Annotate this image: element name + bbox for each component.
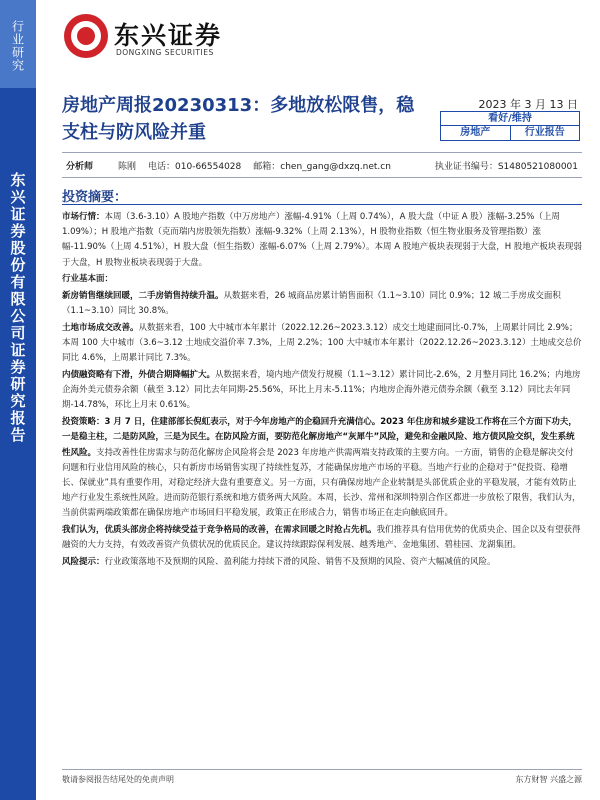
view-text: 我们推荐具有信用优势的优质央企、国企以及有望获得融资的大力支持，有效改善资产负债状况的优质民企。建议持续跟踪保利发展、越秀地产、金地集团、碧桂园、龙湖集团。	[62, 525, 581, 551]
risk-text: 行业政策落地不及预期的风险、盈利能力持续下滑的风险、销售不及预期的风险、资产大幅减值的风险。	[104, 556, 496, 567]
land-label: 土地市场成交改善。	[62, 322, 139, 333]
logo-mark-icon	[64, 14, 108, 58]
footer-divider	[62, 769, 582, 770]
rating-box	[440, 111, 580, 141]
section-divider	[62, 204, 582, 205]
finance-label: 内债融资略有下滑，外债合期降幅扩大。	[62, 370, 216, 381]
logo-name-cn: 东兴证券	[114, 21, 223, 50]
summary-body	[62, 210, 582, 572]
analyst-phone: 电话：010-66554028	[148, 161, 242, 172]
finance-paragraph	[62, 368, 582, 414]
market-paragraph	[62, 210, 582, 271]
report-title: 房地产周报20230313：多地放松限售，稳支柱与防风险并重	[62, 95, 415, 143]
summary-heading: 投资摘要：	[62, 190, 128, 205]
sidebar-category: 行业研究	[10, 20, 25, 72]
sales-paragraph	[62, 289, 582, 319]
strategy-label: 投资策略：	[62, 417, 105, 428]
finance-text: 从数据来看，境内地产债发行规模（1.1~3.12）累计同比-2.6%，2 月整月同比 16.2%；内地房企海外美元债券余额（截至 3.12）同比去年同期-25.56%，环比上月末-5.11%；内地房企海外港元债券余额（截至 3.12）同比去年同期-14.78%，环比上月末 0.61%。	[62, 370, 581, 411]
view-paragraph	[62, 523, 582, 553]
report-tags	[441, 126, 579, 141]
risk-paragraph	[62, 555, 582, 570]
footer-slogan: 东方财智 兴盛之源	[515, 775, 582, 784]
view-bold: 我们认为，优质头部房企将持续受益于竞争格局的改善，在需求回暖之时抢占先机。	[62, 525, 377, 536]
company-logo	[64, 12, 234, 68]
land-text: 从数据来看，100 大中城市本年累计（2022.12.26~2023.3.12）成交土地建面同比-0.7%，上周累计同比 2.9%；本周 100 大中城市（3.6~3.12 土地成交溢价率 7.3%，上周 2.2%；100 大中城市本年累计（2022.12.26~2023.3.12）土地成交总价同比 4.6%，上周累计同比 7.3%。	[62, 322, 582, 364]
sales-text: 从数据来看，26 城商品房累计销售面积（1.1~3.10）同比 0.9%；12 城二手房成交面积（1.1~3.10）同比 30.8%。	[62, 291, 561, 317]
sidebar-firm-name: 东兴证券股份有限公司证券研究报告	[8, 172, 27, 444]
land-paragraph	[62, 321, 582, 367]
analyst-name: 陈刚	[118, 161, 137, 172]
market-label: 市场行情：	[62, 212, 105, 222]
rating-label: 看好/维持	[441, 112, 579, 126]
tag-report-type: 行业报告	[510, 126, 580, 141]
strategy-bold: 3 月 7 日，住建部部长倪虹表示，对于今年房地产的企稳回升充满信心。2023 年住房和城乡建设工作将在三个方面下功夫，一是稳主柱，二是防风险，三是为民生。在防风险方面，要防范化解房地产“灰犀牛”风险，避免和金融风险、地方债风险交织，发生系统性风险。	[62, 417, 577, 458]
market-text: 本周（3.6-3.10）A 股地产指数（中万房地产）涨幅-4.91%（上周 0.74%），A 股大盘（中证 A 股）涨幅-3.25%（上周 1.09%）；H 股地产指数（克而瑞内房股领先指数）涨幅-9.32%（上周 2.13%），H 股物业指数（恒生物业服务及管理指数）涨幅-11.90%（上周 4.51%），H 股大盘（恒生指数）涨幅-6.07%（上周 2.79%）。本周 A 股地产板块表现弱于大盘，H 股地产板块表现弱于大盘，H 股物业板块表现弱于大盘。	[62, 212, 582, 268]
analyst-bar	[62, 152, 582, 178]
footer-disclaimer: 敬请参阅报告结尾处的免责声明	[62, 775, 174, 784]
report-date: 2023 年 3 月 13 日	[478, 98, 578, 111]
risk-label: 风险提示：	[62, 556, 105, 567]
tag-industry: 房地产	[460, 127, 491, 138]
strategy-paragraph	[62, 415, 582, 521]
strategy-text: 支持改善性住房需求与防范化解房企风险将会是 2023 年房地产供需两端支持政策的主要方向。一方面，销售的企稳是解决交付问题和行业信用风险的核心，只有新房市场销售实现了持续性复苏，才能确保房地产市场的平稳。当地产行业的企稳对于“促投资、稳增长、保就业”具有重要作用，对稳定经济大盘有重要意义。另一方面，只有确保房地产企业转制是头部优质企业的平稳发展，才能有效防止地产行业发生系统性风险。进而防范银行系统和地方债务两大风险。本周，长沙、常州和深圳特别合作区都进一步放松了限售，我们认为，当前供需两端政策都在确保房地产市场回归平稳发展，政策正在形成合力，销售市场正在走向触底回升。	[62, 447, 581, 519]
fundamentals-heading: 行业基本面：	[62, 274, 114, 285]
analyst-label: 分析师	[66, 161, 94, 172]
analyst-license: 执业证书编号：S1480521080001	[434, 161, 578, 172]
logo-name-en: DONGXING SECURITIES	[116, 48, 214, 57]
brand-sidebar	[0, 0, 36, 800]
analyst-email: 邮箱：chen_gang@dxzq.net.cn	[253, 161, 391, 172]
sales-label: 新房销售继续回暖，二手房销售持续升温。	[62, 291, 224, 302]
